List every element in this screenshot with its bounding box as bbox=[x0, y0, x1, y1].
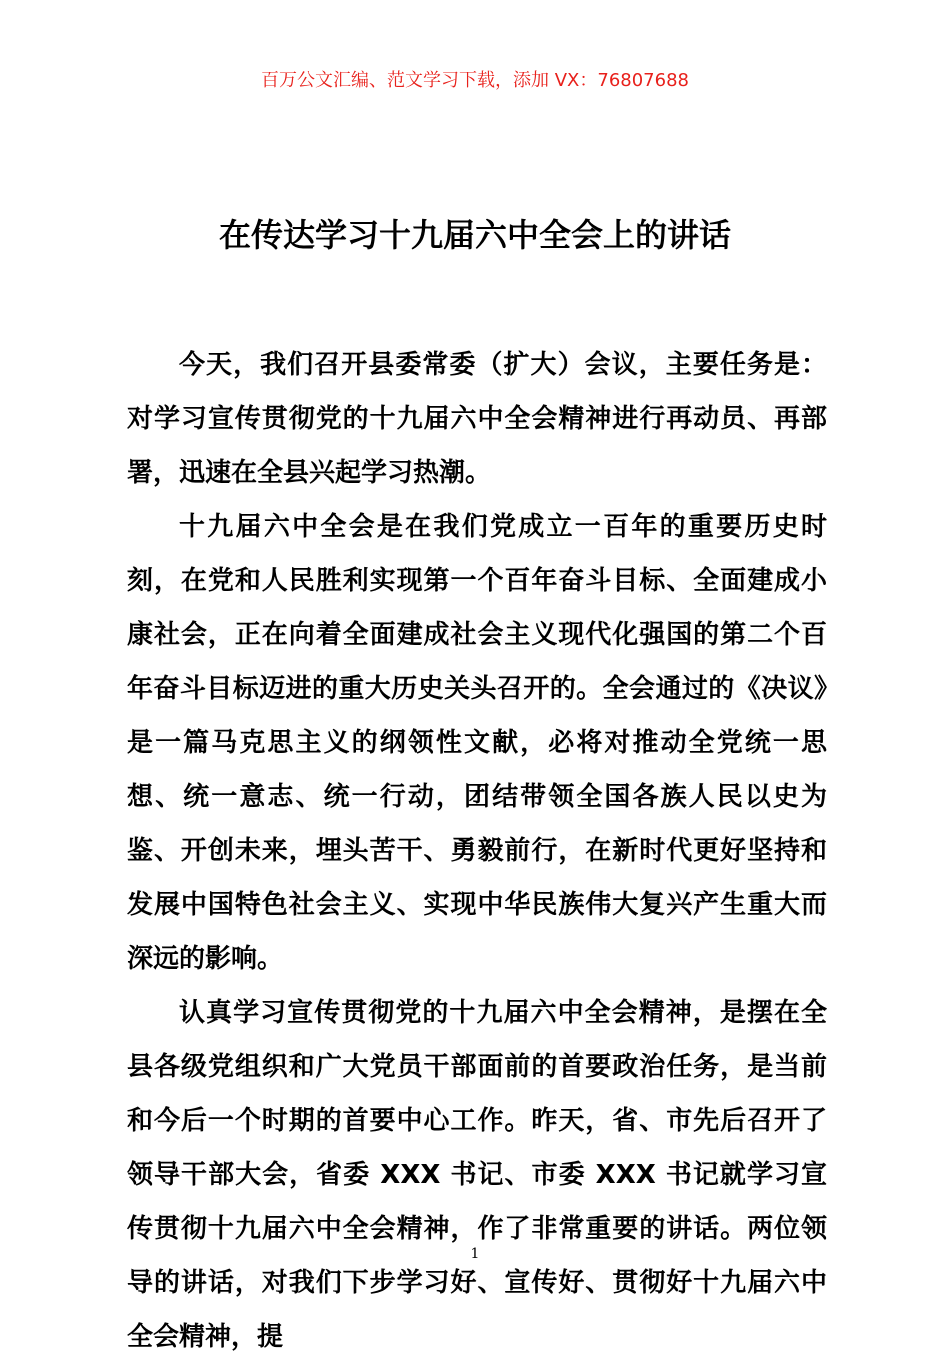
header-watermark-note: 百万公文汇编、范文学习下载，添加 VX：76807688 bbox=[261, 70, 689, 91]
paragraph-3: 认真学习宣传贯彻党的十九届六中全会精神，是摆在全县各级党组织和广大党员干部面前的首要政治任务，是当前和今后一个时期的首要中心工作。昨天，省、市先后召开了领导干部大会，省委 XXX 书记、市委 XXX 书记就学习宣传贯彻十九届六中全会精神，作了非常重要的讲话。两位领导的讲话，对我们下步学习好、宣传好、贯彻好十九届六中全会精神，提 bbox=[127, 998, 827, 1352]
paragraph-2: 十九届六中全会是在我们党成立一百年的重要历史时刻，在党和人民胜利实现第一个百年奋斗目标、全面建成小康社会，正在向着全面建成社会主义现代化强国的第二个百年奋斗目标迈进的重大历史关头召开的。全会通过的《决议》是一篇马克思主义的纲领性文献，必将对推动全党统一思想、统一意志、统一行动，团结带领全国各族人民以史为鉴、开创未来，埋头苦干、勇毅前行，在新时代更好坚持和发展中国特色社会主义、实现中华民族伟大复兴产生重大而深远的影响。 bbox=[127, 512, 827, 974]
document-body bbox=[127, 338, 827, 1364]
page-number: 1 bbox=[470, 1246, 480, 1262]
document-title: 在传达学习十九届六中全会上的讲话 bbox=[218, 216, 731, 254]
paragraph-1: 今天，我们召开县委常委（扩大）会议，主要任务是：对学习宣传贯彻党的十九届六中全会精神进行再动员、再部署，迅速在全县兴起学习热潮。 bbox=[127, 350, 827, 488]
